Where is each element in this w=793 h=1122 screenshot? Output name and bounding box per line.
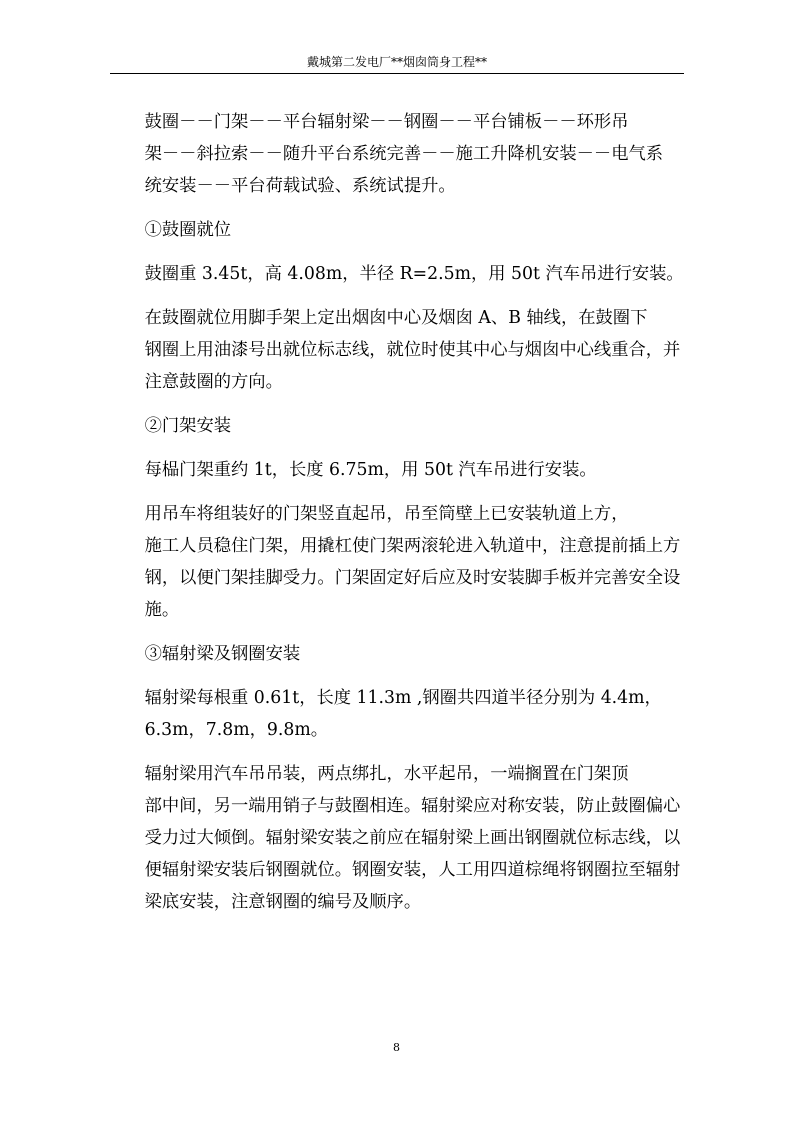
text-line: 受力过大倾倒。辐射梁安装之前应在辐射梁上画出钢圈就位标志线，以 bbox=[144, 828, 681, 848]
text-line: 部中间，另一端用销子与鼓圈相连。辐射梁应对称安装，防止鼓圈偏心 bbox=[144, 796, 681, 816]
circled-number: ③ bbox=[144, 644, 162, 664]
text-line: 鼓圈重 3.45t，高 4.08m，半径 R=2.5m，用 50t 汽车吊进行安装。 bbox=[144, 264, 684, 284]
paragraph bbox=[110, 302, 688, 398]
section-heading-3 bbox=[110, 638, 688, 670]
intro-paragraph bbox=[110, 106, 688, 202]
section-heading-2 bbox=[110, 410, 688, 442]
text-line: 6.3m，7.8m，9.8m。 bbox=[144, 720, 329, 740]
text-line: 辐射梁每根重 0.61t，长度 11.3m ,钢圈共四道半径分别为 4.4m， bbox=[144, 688, 662, 708]
section-title: 辐射梁及钢圈安装 bbox=[161, 644, 301, 664]
page-number: 8 bbox=[393, 1041, 400, 1054]
paragraph bbox=[110, 758, 688, 918]
running-header: 戴城第二发电厂**烟囱筒身工程** bbox=[306, 55, 487, 69]
paragraph bbox=[110, 498, 688, 626]
text-line: 鼓圈－－门架－－平台辐射梁－－钢圈－－平台铺板－－环形吊 bbox=[144, 112, 629, 132]
section-title: 门架安装 bbox=[161, 416, 232, 436]
section-heading-1 bbox=[110, 214, 688, 246]
text-line: 用吊车将组装好的门架竖直起吊，吊至筒壁上已安装轨道上方， bbox=[144, 504, 629, 524]
text-line: 注意鼓圈的方向。 bbox=[144, 372, 283, 392]
paragraph bbox=[110, 454, 688, 486]
text-line: 辐射梁用汽车吊吊装，两点绑扎，水平起吊，一端搁置在门架顶 bbox=[144, 764, 629, 784]
paragraph bbox=[110, 258, 688, 290]
text-line: 梁底安装，注意钢圈的编号及顺序。 bbox=[144, 892, 422, 912]
text-line: 统安装－－平台荷载试验、系统试提升。 bbox=[144, 176, 456, 196]
section-title: 鼓圈就位 bbox=[161, 220, 232, 240]
text-line: 施。 bbox=[144, 600, 180, 620]
text-line: 架－－斜拉索－－随升平台系统完善－－施工升降机安装－－电气系 bbox=[144, 144, 664, 164]
text-line: 钢圈上用油漆号出就位标志线，就位时使其中心与烟囱中心线重合，并 bbox=[144, 340, 681, 360]
text-line: 便辐射梁安装后钢圈就位。钢圈安装，人工用四道棕绳将钢圈拉至辐射 bbox=[144, 860, 681, 880]
circled-number: ② bbox=[144, 416, 162, 436]
paragraph bbox=[110, 682, 688, 746]
text-line: 钢，以便门架挂脚受力。门架固定好后应及时安装脚手板并完善安全设 bbox=[144, 568, 681, 588]
text-line: 施工人员稳住门架，用撬杠使门架两滚轮进入轨道中，注意提前插上方 bbox=[144, 536, 681, 556]
header-rule bbox=[110, 73, 684, 74]
text-line: 在鼓圈就位用脚手架上定出烟囱中心及烟囱 A、B 轴线，在鼓圈下 bbox=[144, 308, 648, 328]
circled-number: ① bbox=[144, 220, 162, 240]
text-line: 每榀门架重约 1t，长度 6.75m，用 50t 汽车吊进行安装。 bbox=[144, 460, 597, 480]
page-body bbox=[110, 106, 688, 930]
